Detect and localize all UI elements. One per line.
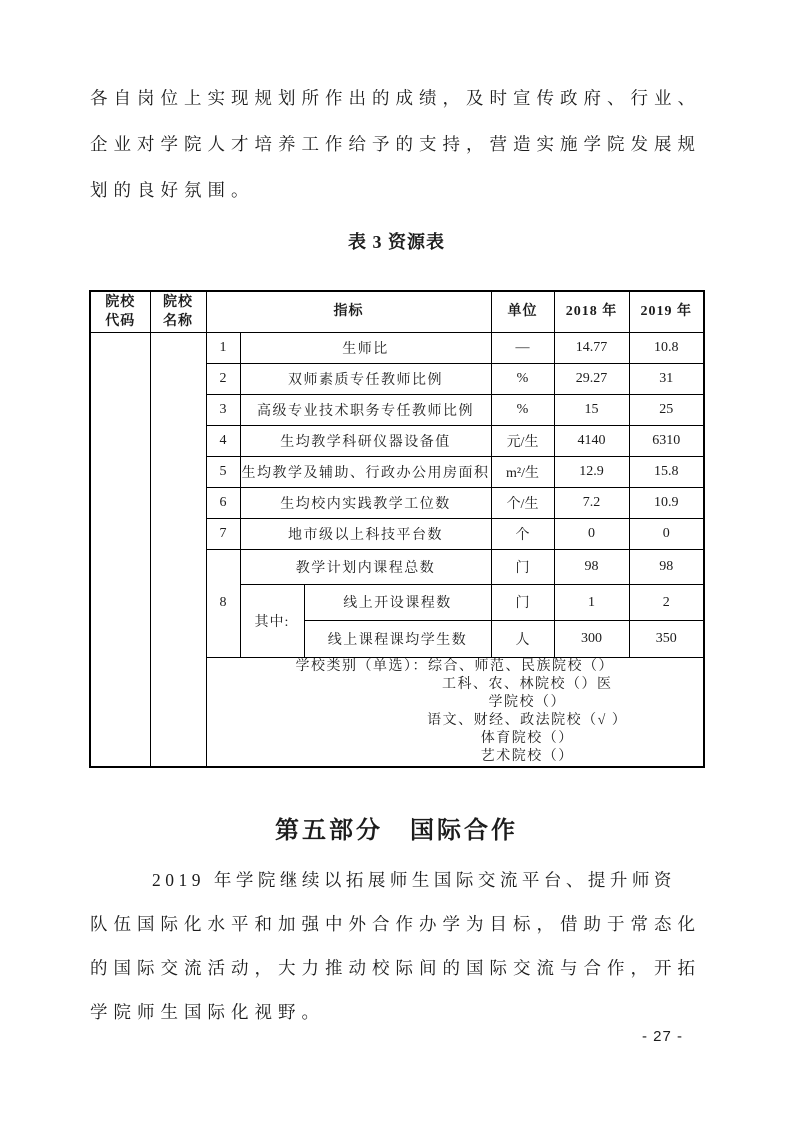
row-no: 5 <box>206 456 240 487</box>
row-no: 3 <box>206 394 240 425</box>
paragraph-line: 队伍国际化水平和加强中外合作办学为目标，借助于常态化 <box>90 913 701 934</box>
indicator-cell: 高级专业技术职务专任教师比例 <box>240 394 491 425</box>
row-no: 1 <box>206 332 240 363</box>
row-no: 7 <box>206 518 240 549</box>
among-label-cell: 其中: <box>240 584 304 657</box>
unit-cell: 人 <box>491 620 554 657</box>
unit-cell: % <box>491 394 554 425</box>
value-2018: 15 <box>554 394 629 425</box>
college-name-cell <box>150 332 206 767</box>
value-2019: 98 <box>629 549 704 584</box>
unit-cell: 元/生 <box>491 425 554 456</box>
indicator-cell: 生师比 <box>240 332 491 363</box>
row-no: 8 <box>206 549 240 657</box>
indicator-cell: 线上开设课程数 <box>304 584 491 620</box>
unit-cell: % <box>491 363 554 394</box>
header-2019: 2019 年 <box>629 291 704 332</box>
unit-cell: m²/生 <box>491 456 554 487</box>
header-line: 院校 <box>105 294 136 310</box>
school-type-line: 学院校（） <box>488 694 566 710</box>
resource-table <box>89 290 705 768</box>
school-type-line: 体育院校（） <box>480 730 574 746</box>
school-type-line: 语文、财经、政法院校（√ ） <box>427 712 628 728</box>
row-no: 2 <box>206 363 240 394</box>
value-2019: 350 <box>629 620 704 657</box>
unit-cell: 门 <box>491 584 554 620</box>
indicator-cell: 线上课程课均学生数 <box>304 620 491 657</box>
school-type-option: 综合、师范、民族院校（） <box>428 658 614 674</box>
paragraph-line: 的国际交流活动，大力推动校际间的国际交流与合作，开拓 <box>90 957 701 978</box>
value-2019: 0 <box>629 518 704 549</box>
value-2018: 4140 <box>554 425 629 456</box>
value-2018: 0 <box>554 518 629 549</box>
header-college-name <box>150 291 206 332</box>
section-heading: 第五部分 国际合作 <box>275 817 518 844</box>
value-2019: 15.8 <box>629 456 704 487</box>
indicator-cell: 生均教学及辅助、行政办公用房面积 <box>240 456 491 487</box>
value-2019: 10.8 <box>629 332 704 363</box>
header-line: 院校 <box>163 294 193 310</box>
header-line: 名称 <box>163 313 193 329</box>
indicator-cell: 生均教学科研仪器设备值 <box>240 425 491 456</box>
paragraph-line: 2019 年学院继续以拓展师生国际交流平台、提升师资 <box>152 869 676 890</box>
header-line: 代码 <box>105 313 136 329</box>
value-2018: 29.27 <box>554 363 629 394</box>
header-indicator: 指标 <box>206 291 491 332</box>
indicator-cell: 教学计划内课程总数 <box>240 549 491 584</box>
value-2019: 31 <box>629 363 704 394</box>
paragraph-line: 划的良好氛围。 <box>90 179 255 200</box>
indicator-cell: 生均校内实践教学工位数 <box>240 487 491 518</box>
row-no: 6 <box>206 487 240 518</box>
table-row <box>90 332 704 363</box>
header-unit: 单位 <box>491 291 554 332</box>
value-2019: 6310 <box>629 425 704 456</box>
value-2019: 10.9 <box>629 487 704 518</box>
value-2018: 1 <box>554 584 629 620</box>
school-type-cell <box>206 657 704 767</box>
value-2018: 300 <box>554 620 629 657</box>
unit-cell: 个/生 <box>491 487 554 518</box>
college-code-cell <box>90 332 150 767</box>
paragraph-line: 各自岗位上实现规划所作出的成绩，及时宣传政府、行业、 <box>90 87 701 108</box>
unit-cell: 个 <box>491 518 554 549</box>
value-2019: 2 <box>629 584 704 620</box>
value-2018: 98 <box>554 549 629 584</box>
value-2018: 7.2 <box>554 487 629 518</box>
header-college-code <box>90 291 150 332</box>
value-2018: 12.9 <box>554 456 629 487</box>
school-type-line <box>207 658 704 676</box>
school-type-line: 工科、农、林院校（）医 <box>442 676 613 692</box>
paragraph-bottom <box>90 857 705 1033</box>
indicator-cell: 双师素质专任教师比例 <box>240 363 491 394</box>
row-no: 4 <box>206 425 240 456</box>
school-type-line: 艺术院校（） <box>480 748 574 764</box>
unit-cell: — <box>491 332 554 363</box>
value-2019: 25 <box>629 394 704 425</box>
school-type-prefix: 学校类别（单选）： <box>295 658 428 674</box>
paragraph-line: 学院师生国际化视野。 <box>90 1001 325 1022</box>
indicator-cell: 地市级以上科技平台数 <box>240 518 491 549</box>
paragraph-line: 企业对学院人才培养工作给予的支持，营造实施学院发展规 <box>90 133 701 154</box>
header-2018: 2018 年 <box>554 291 629 332</box>
value-2018: 14.77 <box>554 332 629 363</box>
unit-cell: 门 <box>491 549 554 584</box>
page-number: - 27 - <box>641 1028 683 1045</box>
paragraph-top <box>90 74 705 212</box>
table-caption: 表 3 资源表 <box>348 232 445 252</box>
table-header-row <box>90 291 704 332</box>
